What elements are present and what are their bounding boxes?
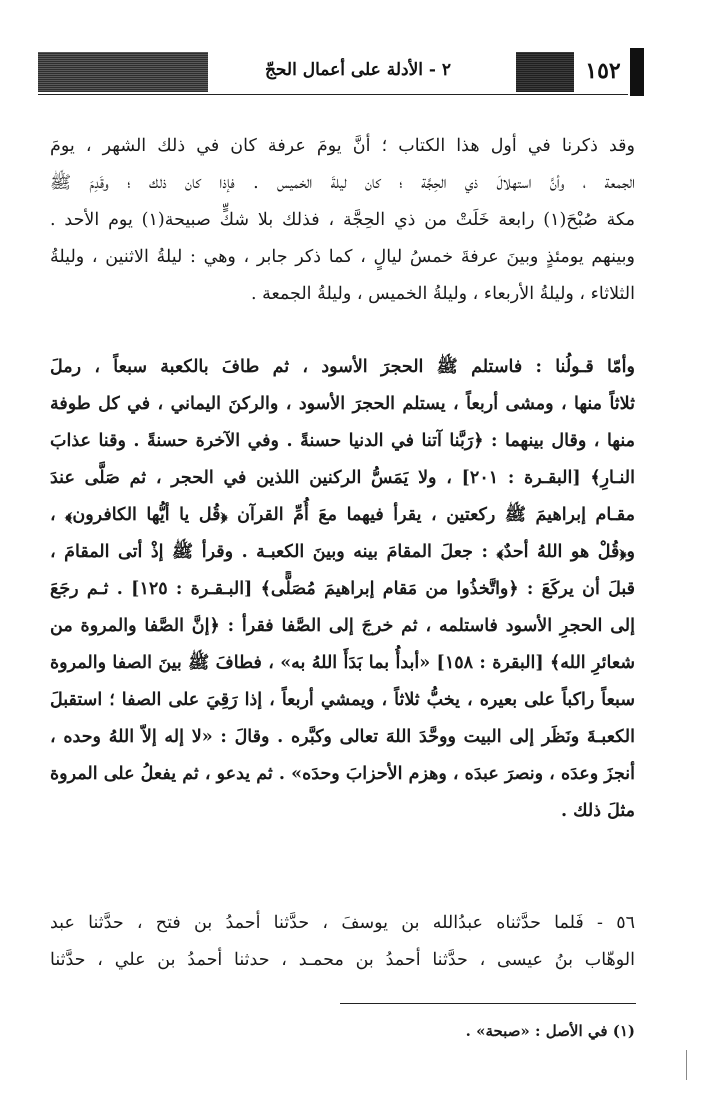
text-line: مقـام إبراهيمَ ﷺ ركعتين ، يقرأ فيهما معَ أُمِّ القرآن ﴿قُل يا أيُّها الكافرون﴾ ، <box>50 505 635 525</box>
text-line: شعائرِ الله﴾ [البقرة : ١٥٨] «أبدأُ بما بَدَأَ اللهُ به» ، فطافَ ﷺ بينَ الصفا والمروة <box>50 653 635 673</box>
text-line: الثلاثاء ، وليلةُ الأربعاء ، وليلةُ الخميس ، وليلةُ الجمعة . <box>250 284 635 304</box>
footnote: (١) في الأصل : «صبحة» . <box>465 1022 635 1040</box>
text-line: الجمعة ، وأنَّ استهلالَ ذي الحِجَّة ؛ كان ليلةَ الخميس . فإذا كان ذلك ؛ وقَدِمَ ﷺ <box>50 173 635 193</box>
text-line: الكعبـةَ ونَظَر إلى البيت ووحَّدَ اللهَ تعالى وكبَّره . وقالَ : «لا إله إلاّ اللهُ وحده ، <box>50 727 635 747</box>
text-line: منها ، وقال بينهما : ﴿رَبَّنا آتنا في الدنيا حسنةً . وفي الآخرة حسنةً . وقنا عذابَ <box>50 431 635 451</box>
text-line: مثلَ ذلك . <box>560 801 635 821</box>
running-title: ٢ - الأدلة على أعمال الحجّ <box>264 60 452 80</box>
text-line: أنجزَ وعدَه ، ونصرَ عبدَه ، وهزم الأحزابَ وحدَه» . ثم يدعو ، ثم يفعلُ على المروة <box>50 764 635 784</box>
paragraph-hadith-56 <box>50 905 635 979</box>
text-line: سبعاً راكباً على بعيره ، يخبُّ ثلاثاً ، ويمشي أربعاً ، إذا رَقِيَ على الصفا ؛ استقبلَ <box>50 690 635 710</box>
text-line: ٥٦ - فَلما حدَّثناه عبدُالله بن يوسفَ ، حدَّثنا أحمدُ بن فتح ، حدَّثنا عبد <box>50 913 635 933</box>
footnote-divider <box>340 1003 636 1004</box>
page-number: ١٥٢ <box>585 58 621 84</box>
header-edge-mark <box>630 48 644 96</box>
page-edge-mark <box>686 1050 687 1080</box>
text-line: و﴿قُلْ هو اللهُ أحدٌ﴾ : جعلَ المقامَ بينه وبينَ الكعبـة . وقرأ ﷺ إذْ أتى المقامَ ، <box>50 542 635 562</box>
text-line: النـارِ﴾ [البقـرة : ٢٠١] ، ولا يَمَسُّ الركنين اللذين في الحجر ، ثم صَلَّى عندَ <box>50 468 635 488</box>
text-line: وبينهم يومئذٍ وبينَ عرفةَ خمسُ ليالٍ ، كما ذكر جابر ، وهي : ليلةُ الاثنين ، وليلةُ <box>50 247 635 267</box>
text-line: وقد ذكرنا في أول هذا الكتاب ؛ أنَّ يومَ عرفة كان في ذلك الشهر ، يومَ <box>50 136 635 156</box>
text-line: وأمّا قـولُنا : فاستلم ﷺ الحجرَ الأسود ، ثم طافَ بالكعبة سبعاً ، رملَ <box>50 357 635 377</box>
text-line: إلى الحجرِ الأسود فاستلمه ، ثم خرجَ إلى الصَّفا فقرأ : ﴿إنَّ الصَّفا والمروة من <box>50 616 635 636</box>
page-header <box>38 52 628 95</box>
header-decor-right <box>516 52 574 92</box>
paragraph-intro <box>50 128 635 313</box>
text-line: مكة صُبْحَ(١) رابعة خَلَتْ من ذي الحِجَّة ، فذلك بلا شكٍّ صبيحة(١) يوم الأحد . <box>50 210 635 230</box>
text-line: ثلاثاً منها ، ومشى أربعاً ، يستلم الحجرَ الأسود ، والركنَ اليماني ، في كل طوفة <box>50 394 635 414</box>
header-decor-left <box>38 52 208 92</box>
paragraph-tawaf <box>50 349 635 830</box>
text-line: قبلَ أن يركَعَ : ﴿واتَّخذُوا من مَقام إبراهيمَ مُصَلًّى﴾ [البـقـرة : ١٢٥] . ثـم رجَعَ <box>50 579 635 599</box>
text-line: الوهّاب بنُ عيسى ، حدَّثنا أحمدُ بن محمـد ، حدثنا أحمدُ بن علي ، حدَّثنا <box>50 950 635 970</box>
